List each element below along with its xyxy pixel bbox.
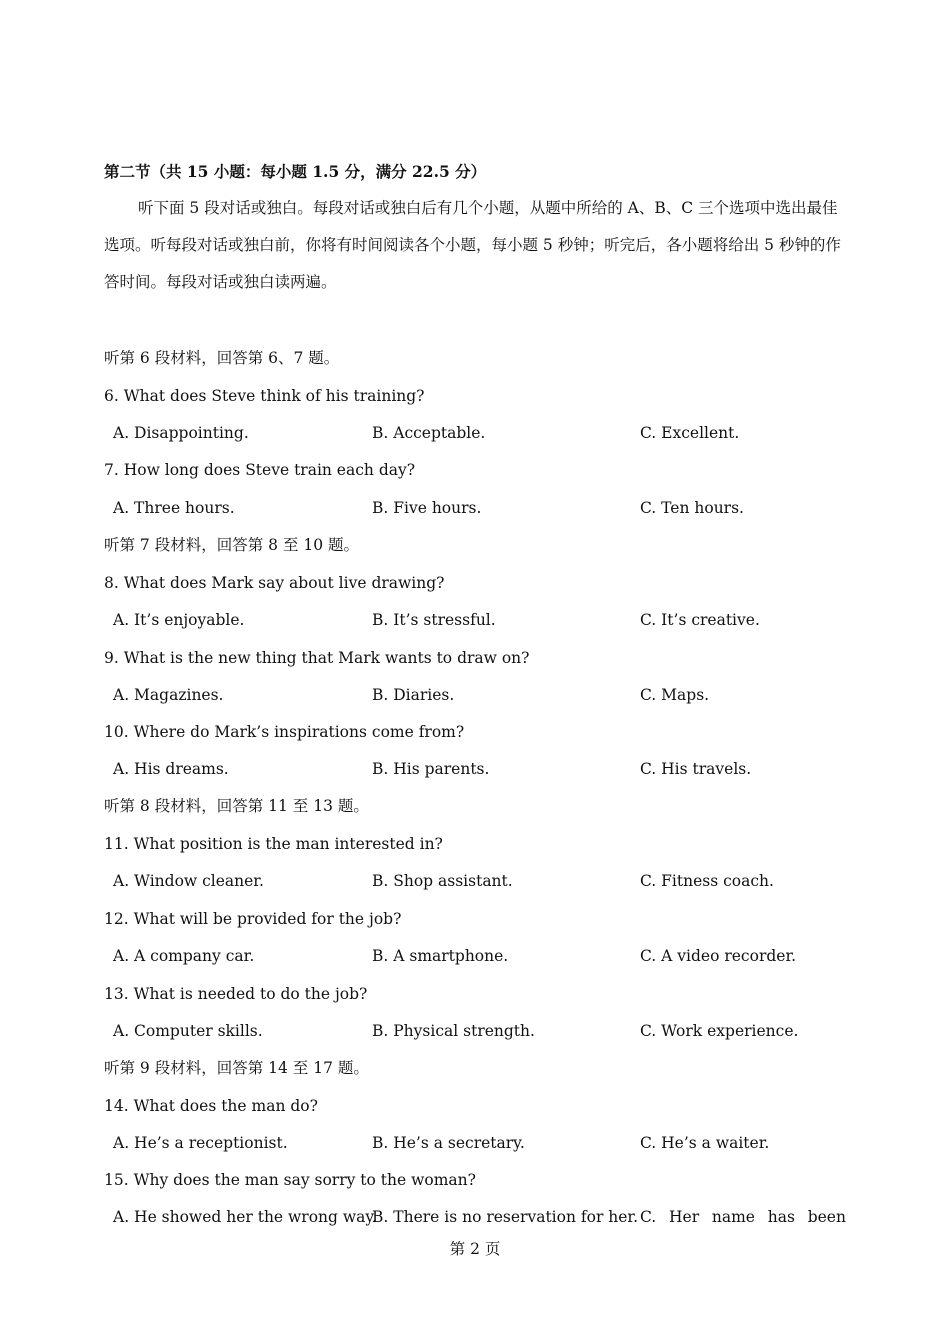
option-15c-word: C. [640, 1208, 657, 1226]
question-9: 9. What is the new thing that Mark wants to draw on? [104, 649, 530, 667]
option-13a: A. Computer skills. [113, 1022, 263, 1040]
option-15c [640, 1207, 846, 1227]
question-14: 14. What does the man do? [104, 1097, 318, 1115]
option-14b: B. He’s a secretary. [372, 1134, 525, 1152]
option-7b: B. Five hours. [372, 499, 482, 517]
option-7a: A. Three hours. [113, 499, 235, 517]
option-12a: A. A company car. [113, 947, 255, 965]
option-9c: C. Maps. [640, 686, 710, 704]
question-13: 13. What is needed to do the job? [104, 985, 368, 1003]
option-11b: B. Shop assistant. [372, 872, 513, 890]
group-heading-6: 听第 6 段材料，回答第 6、7 题。 [104, 349, 340, 367]
option-8a: A. It’s enjoyable. [113, 611, 245, 629]
option-14a: A. He’s a receptionist. [113, 1134, 288, 1152]
option-14c: C. He’s a waiter. [640, 1134, 770, 1152]
option-10a: A. His dreams. [113, 760, 229, 778]
question-11: 11. What position is the man interested in? [104, 835, 443, 853]
question-10: 10. Where do Mark’s inspirations come from? [104, 723, 465, 741]
option-13c: C. Work experience. [640, 1022, 799, 1040]
question-6: 6. What does Steve think of his training? [104, 387, 425, 405]
option-9b: B. Diaries. [372, 686, 455, 704]
option-10c: C. His travels. [640, 760, 752, 778]
section-instructions [104, 190, 846, 301]
option-12b: B. A smartphone. [372, 947, 509, 965]
option-11c: C. Fitness coach. [640, 872, 774, 890]
question-15: 15. Why does the man say sorry to the woman? [104, 1171, 476, 1189]
option-6c: C. Excellent. [640, 424, 740, 442]
instructions-text: 听下面 5 段对话或独白。每段对话或独白后有几个小题，从题中所给的 A、B、C 三个选项中选出最佳选项。听每段对话或独白前，你将有时间阅读各个小题，每小题 5 秒钟；听完后，各小题将给出 5 秒钟的作答时间。每段对话或独白读两遍。 [104, 199, 841, 291]
group-heading-8: 听第 8 段材料，回答第 11 至 13 题。 [104, 797, 369, 815]
page-number: 第 2 页 [449, 1240, 501, 1258]
option-10b: B. His parents. [372, 760, 490, 778]
option-15c-word: Her [669, 1208, 700, 1226]
question-12: 12. What will be provided for the job? [104, 910, 402, 928]
option-13b: B. Physical strength. [372, 1022, 535, 1040]
question-7: 7. How long does Steve train each day? [104, 461, 416, 479]
option-12c: C. A video recorder. [640, 947, 797, 965]
option-15b: B. There is no reservation for her. [372, 1208, 639, 1226]
group-heading-9: 听第 9 段材料，回答第 14 至 17 题。 [104, 1059, 369, 1077]
option-15c-word: been [807, 1208, 846, 1226]
group-heading-7: 听第 7 段材料，回答第 8 至 10 题。 [104, 536, 360, 554]
option-6a: A. Disappointing. [113, 424, 249, 442]
option-8c: C. It’s creative. [640, 611, 760, 629]
option-7c: C. Ten hours. [640, 499, 744, 517]
option-11a: A. Window cleaner. [113, 872, 264, 890]
option-15c-word: has [767, 1208, 795, 1226]
option-15c-word: name [711, 1208, 755, 1226]
option-15a: A. He showed her the wrong way. [113, 1208, 377, 1226]
section-title: 第二节（共 15 小题：每小题 1.5 分，满分 22.5 分） [104, 162, 487, 181]
option-9a: A. Magazines. [113, 686, 224, 704]
option-6b: B. Acceptable. [372, 424, 486, 442]
question-8: 8. What does Mark say about live drawing? [104, 574, 445, 592]
option-8b: B. It’s stressful. [372, 611, 496, 629]
